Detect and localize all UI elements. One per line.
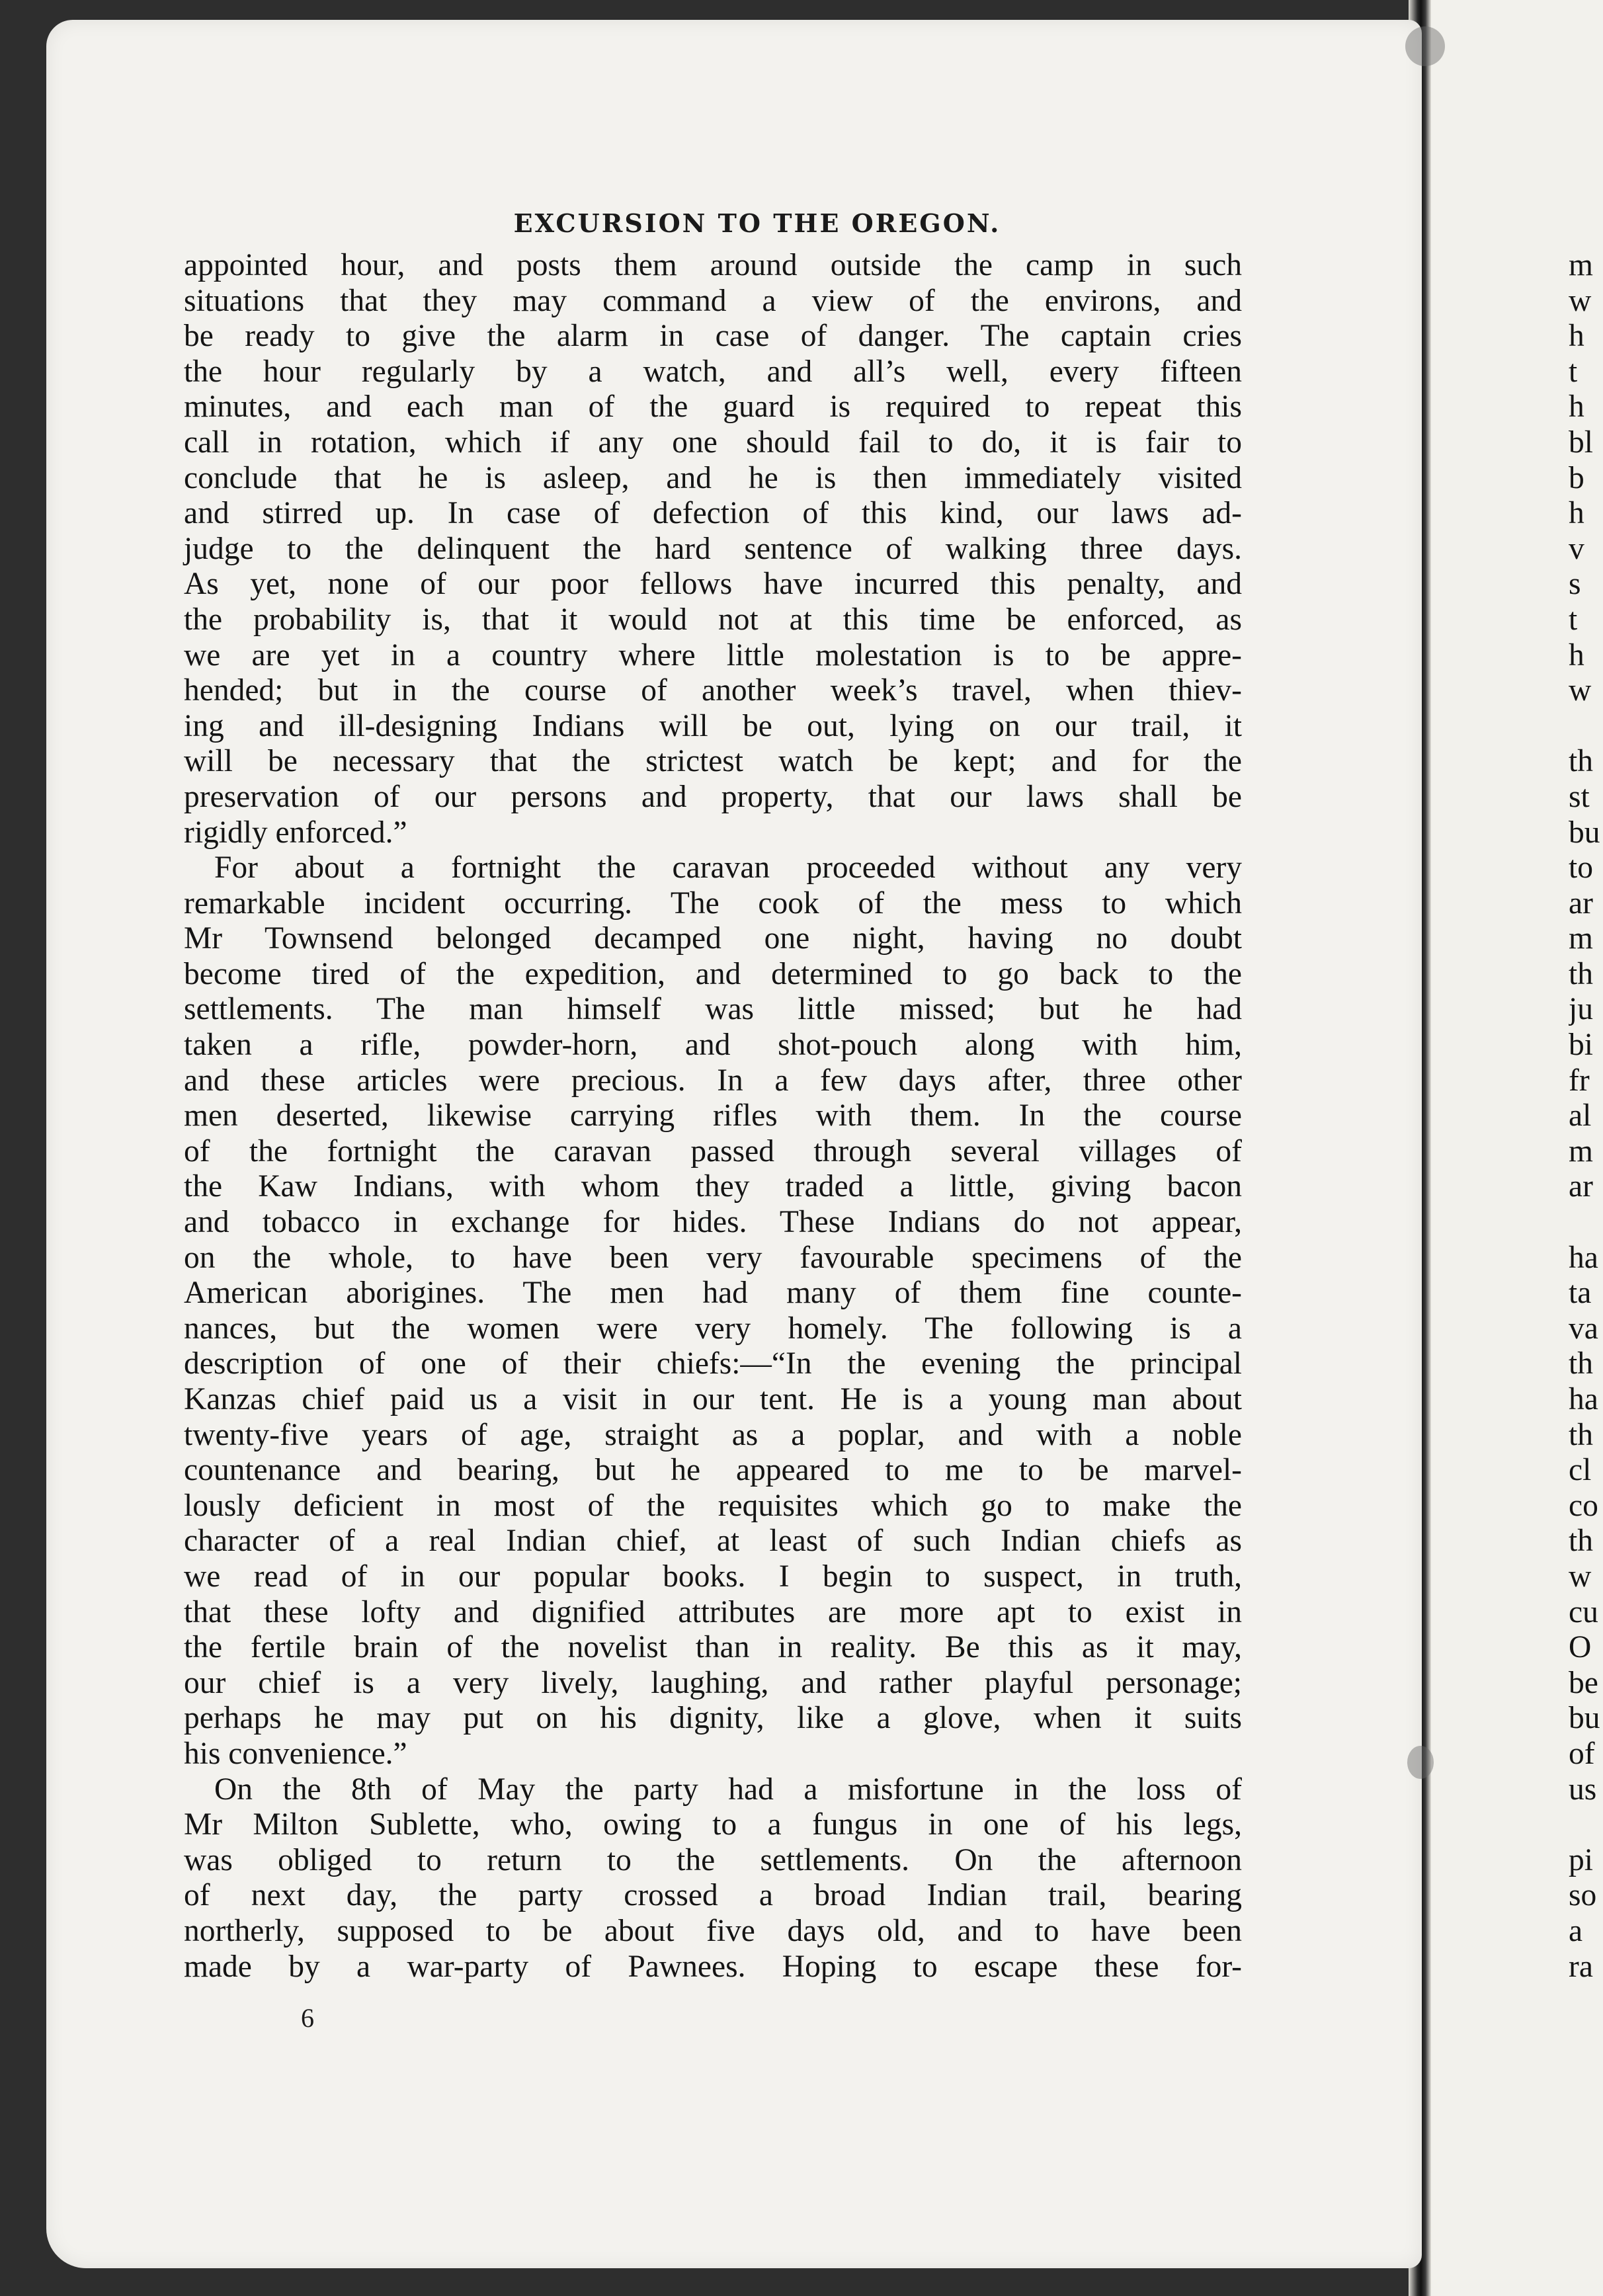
- facing-page-fragment: ta: [1569, 1276, 1592, 1311]
- facing-page-fragment: m: [1569, 1133, 1593, 1168]
- facing-page-fragment: pi: [1569, 1842, 1593, 1877]
- facing-page-fragment: m: [1569, 921, 1593, 956]
- facing-page-fragment: of: [1569, 1736, 1595, 1771]
- text-line: made by a war-party of Pawnees. Hoping to escape these for-: [184, 1949, 1242, 1984]
- facing-page-fragment: co: [1569, 1488, 1598, 1523]
- text-line: be ready to give the alarm in case of danger. The captain cries: [184, 319, 1242, 354]
- text-line: settlements. The man himself was little missed; but he had: [184, 992, 1242, 1027]
- page-number: 6: [301, 2003, 314, 2033]
- text-line: Kanzas chief paid us a visit in our tent. He is a young man about: [184, 1382, 1242, 1416]
- facing-page-fragment: a: [1569, 1913, 1583, 1948]
- text-line: the probability is, that it would not at this time be enforced, as: [184, 602, 1242, 637]
- facing-page-fragment: w: [1569, 283, 1592, 318]
- text-line: taken a rifle, powder-horn, and shot-pouch along with him,: [184, 1028, 1242, 1063]
- text-line: appointed hour, and posts them around outside the camp in such: [184, 248, 1242, 282]
- text-line: preservation of our persons and property, that our laws shall be: [184, 779, 1242, 814]
- facing-page-fragment: bl: [1569, 425, 1593, 460]
- text-line: hended; but in the course of another week’s travel, when thiev-: [184, 673, 1242, 708]
- text-line: the hour regularly by a watch, and all’s well, every fifteen: [184, 354, 1242, 389]
- facing-page-fragment: th: [1569, 744, 1593, 779]
- facing-page-fragment: ha: [1569, 1382, 1598, 1416]
- text-line: character of a real Indian chief, at least of such Indian chiefs as: [184, 1524, 1242, 1559]
- text-line: As yet, none of our poor fellows have incurred this penalty, and: [184, 567, 1242, 602]
- text-line: and tobacco in exchange for hides. These Indians do not appear,: [184, 1205, 1242, 1240]
- text-line: was obliged to return to the settlements. On the afternoon: [184, 1842, 1242, 1877]
- text-line: ing and ill-designing Indians will be out, lying on our trail, it: [184, 708, 1242, 743]
- facing-page-fragment: t: [1569, 354, 1578, 389]
- facing-page-fragment: ra: [1569, 1949, 1593, 1984]
- facing-page-fragment: h: [1569, 390, 1584, 425]
- text-line: American aborigines. The men had many of them fine counte-: [184, 1276, 1242, 1311]
- facing-page-fragment: O: [1569, 1630, 1592, 1665]
- facing-page-fragment: th: [1569, 956, 1593, 991]
- facing-page-fragment: be: [1569, 1665, 1598, 1700]
- text-line: perhaps he may put on his dignity, like a glove, when it suits: [184, 1701, 1242, 1736]
- facing-page-fragment: w: [1569, 1559, 1592, 1594]
- text-line: of next day, the party crossed a broad Indian trail, bearing: [184, 1878, 1242, 1913]
- text-line: become tired of the expedition, and determined to go back to the: [184, 956, 1242, 991]
- facing-page-fragment: ha: [1569, 1240, 1598, 1275]
- facing-page-fragment: fr: [1569, 1063, 1590, 1098]
- facing-page-fragment: ju: [1569, 992, 1593, 1027]
- text-line: situations that they may command a view of the environs, and: [184, 283, 1242, 318]
- facing-page-fragment: va: [1569, 1311, 1598, 1346]
- facing-page-text-fragments: [1569, 248, 1603, 1985]
- facing-page-fragment: bi: [1569, 1028, 1593, 1063]
- body-text: [184, 248, 1242, 1985]
- facing-page-fragment: bu: [1569, 815, 1600, 850]
- text-line: we are yet in a country where little molestation is to be appre-: [184, 637, 1242, 673]
- facing-page-fragment: h: [1569, 637, 1584, 673]
- text-line: our chief is a very lively, laughing, and rather playful personage;: [184, 1665, 1242, 1700]
- text-line: men deserted, likewise carrying rifles with them. In the course: [184, 1098, 1242, 1133]
- facing-page-fragment: [1569, 1205, 1603, 1241]
- ink-blot: [1407, 1746, 1434, 1779]
- text-line: and these articles were precious. In a few days after, three other: [184, 1063, 1242, 1098]
- text-line: minutes, and each man of the guard is required to repeat this: [184, 390, 1242, 425]
- running-head: EXCURSION TO THE OREGON.: [513, 208, 1001, 238]
- text-line: rigidly enforced.”: [184, 815, 407, 850]
- text-line: countenance and bearing, but he appeared to me to be marvel-: [184, 1453, 1242, 1488]
- text-line: that these lofty and dignified attributes are more apt to exist in: [184, 1594, 1242, 1629]
- facing-page-fragment: m: [1569, 248, 1593, 282]
- text-line: remarkable incident occurring. The cook of the mess to which: [184, 885, 1242, 921]
- facing-page-fragment: so: [1569, 1878, 1597, 1913]
- text-line: nances, but the women were very homely. The following is a: [184, 1311, 1242, 1346]
- facing-page-fragment: cl: [1569, 1453, 1592, 1488]
- text-line: On the 8th of May the party had a misfortune in the loss of: [214, 1772, 1242, 1807]
- text-line: conclude that he is asleep, and he is then immediately visited: [184, 460, 1242, 495]
- facing-page-fragment: v: [1569, 531, 1584, 566]
- facing-page-fragment: [1569, 1807, 1603, 1843]
- text-line: and stirred up. In case of defection of this kind, our laws ad-: [184, 496, 1242, 531]
- text-line: For about a fortnight the caravan proceeded without any very: [214, 850, 1242, 885]
- facing-page-fragment: cu: [1569, 1594, 1598, 1629]
- facing-page-fragment: th: [1569, 1346, 1593, 1381]
- facing-page-fragment: th: [1569, 1417, 1593, 1452]
- text-line: Mr Milton Sublette, who, owing to a fungus in one of his legs,: [184, 1807, 1242, 1842]
- text-line: lously deficient in most of the requisites which go to make the: [184, 1488, 1242, 1523]
- facing-page-fragment: ar: [1569, 885, 1593, 921]
- text-line: his convenience.”: [184, 1736, 407, 1771]
- facing-page-fragment: th: [1569, 1524, 1593, 1559]
- text-line: we read of in our popular books. I begin to suspect, in truth,: [184, 1559, 1242, 1594]
- text-line: will be necessary that the strictest watch be kept; and for the: [184, 744, 1242, 779]
- text-line: call in rotation, which if any one should fail to do, it is fair to: [184, 425, 1242, 460]
- facing-page-fragment: w: [1569, 673, 1592, 708]
- text-line: of the fortnight the caravan passed through several villages of: [184, 1133, 1242, 1168]
- facing-page-fragment: st: [1569, 779, 1590, 814]
- facing-page-fragment: t: [1569, 602, 1578, 637]
- text-line: the fertile brain of the novelist than in reality. Be this as it may,: [184, 1630, 1242, 1665]
- text-line: the Kaw Indians, with whom they traded a little, giving bacon: [184, 1169, 1242, 1204]
- text-line: description of one of their chiefs:—“In the evening the principal: [184, 1346, 1242, 1381]
- text-line: on the whole, to have been very favourable specimens of the: [184, 1240, 1242, 1275]
- facing-page-fragment: b: [1569, 460, 1584, 495]
- text-line: twenty-five years of age, straight as a poplar, and with a noble: [184, 1417, 1242, 1452]
- facing-page-fragment: h: [1569, 319, 1584, 354]
- facing-page-fragment: to: [1569, 850, 1593, 885]
- facing-page-fragment: s: [1569, 567, 1581, 602]
- facing-page-fragment: ar: [1569, 1169, 1593, 1204]
- text-line: judge to the delinquent the hard sentence of walking three days.: [184, 531, 1242, 566]
- facing-page-fragment: [1569, 709, 1603, 745]
- ink-blot: [1405, 26, 1445, 66]
- text-line: northerly, supposed to be about five days old, and to have been: [184, 1913, 1242, 1948]
- facing-page-fragment: us: [1569, 1772, 1597, 1807]
- text-line: Mr Townsend belonged decamped one night, having no doubt: [184, 921, 1242, 956]
- facing-page-fragment: bu: [1569, 1701, 1600, 1736]
- facing-page-fragment: h: [1569, 496, 1584, 531]
- facing-page-fragment: al: [1569, 1098, 1592, 1133]
